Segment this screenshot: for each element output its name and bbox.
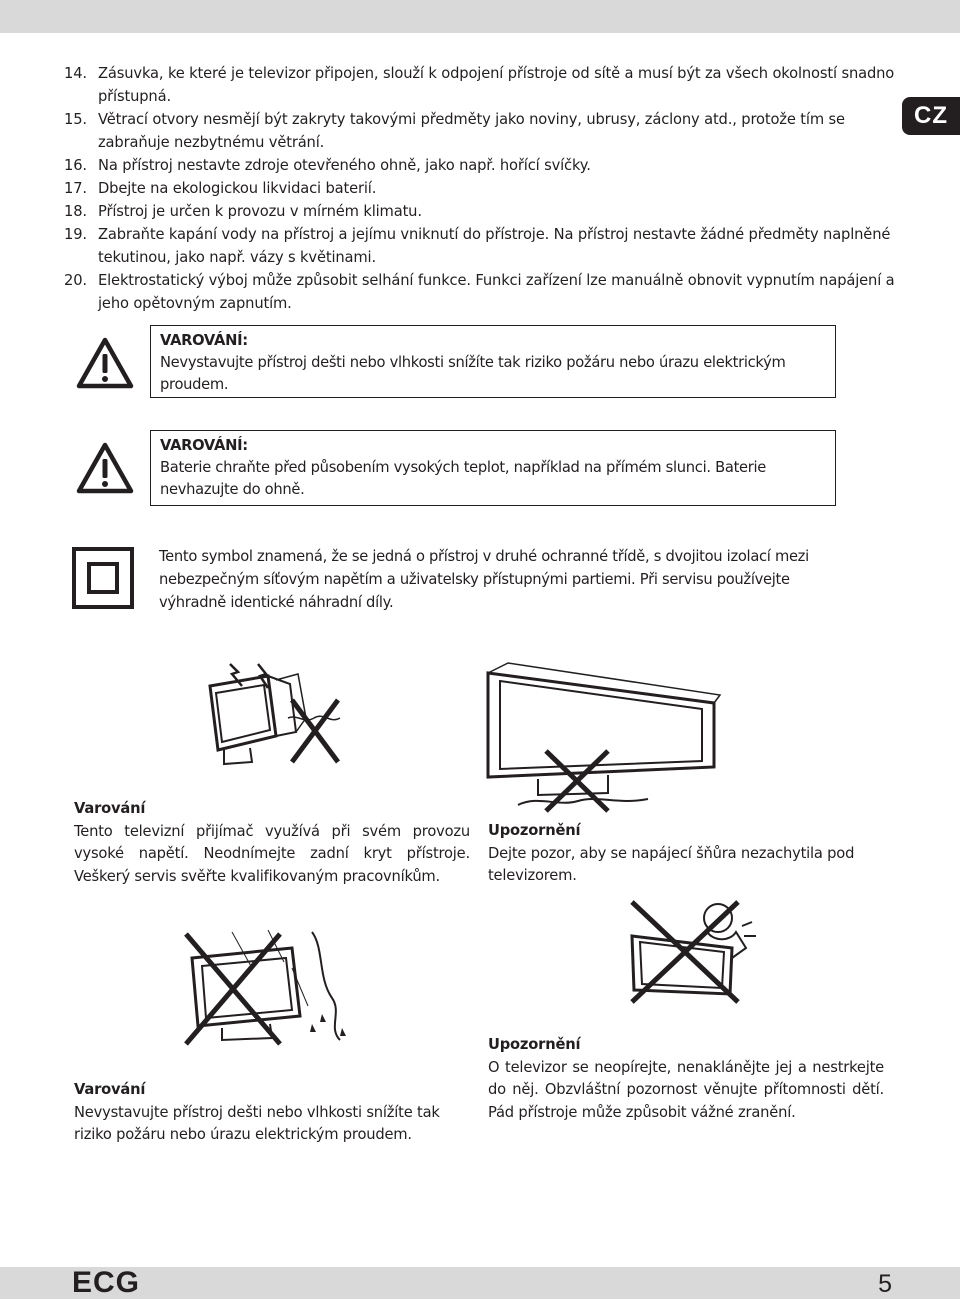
caution-text: Nevystavujte přístroj dešti nebo vlhkosti snížíte tak riziko požáru nebo úrazu elektrickým proudem. — [74, 1103, 440, 1143]
list-item — [64, 62, 899, 108]
item-text: Zásuvka, ke které je televizor připojen, slouží k odpojení přístroje od sítě a musí být za všech okolností snadno přístupná. — [98, 65, 895, 105]
item-number: 17. — [64, 180, 87, 197]
warning-box — [150, 325, 836, 398]
tv-power-cord-illustration — [478, 655, 728, 815]
warning-text: Baterie chraňte před působením vysokých teplot, například na přímém slunci. Baterie nevhazujte do ohně. — [160, 459, 767, 498]
item-number: 14. — [64, 65, 87, 82]
item-text: Na přístroj nestavte zdroje otevřeného ohně, jako např. hořící svíčky. — [98, 157, 591, 174]
caution-title: Upozornění — [488, 1036, 581, 1053]
warning-box — [150, 430, 836, 506]
list-item — [64, 154, 899, 177]
list-item — [64, 200, 899, 223]
bottom-bar — [0, 1267, 960, 1299]
caution-block — [74, 1079, 474, 1147]
warning-text: Nevystavujte přístroj dešti nebo vlhkosti snížíte tak riziko požáru nebo úrazu elektrickým proudem. — [160, 354, 786, 393]
item-number: 16. — [64, 157, 87, 174]
item-text: Elektrostatický výboj může způsobit selhání funkce. Funkci zařízení lze manuálně obnovit vypnutím napájení a jeho opětovným zapnutím. — [98, 272, 895, 312]
caution-title: Varování — [74, 800, 146, 817]
warning-title: VAROVÁNÍ: — [160, 437, 248, 454]
list-item — [64, 223, 899, 269]
list-item — [64, 177, 899, 200]
item-number: 19. — [64, 226, 87, 243]
caution-title: Upozornění — [488, 822, 581, 839]
warning-triangle-icon — [76, 337, 134, 389]
warning-title: VAROVÁNÍ: — [160, 332, 248, 349]
item-text: Dbejte na ekologickou likvidaci baterií. — [98, 180, 377, 197]
warning-triangle-icon — [76, 442, 134, 494]
item-number: 15. — [64, 111, 87, 128]
list-item — [64, 108, 899, 154]
caution-title: Varování — [74, 1081, 146, 1098]
tv-child-illustration — [612, 896, 772, 1006]
item-number: 20. — [64, 272, 87, 289]
top-bar — [0, 0, 960, 33]
caution-text: O televizor se neopírejte, nenaklánějte jej a nestrkejte do něj. Obzvláštní pozornost věnujte přítomnosti dětí. Pád přístroje může způsobit vážné zranění. — [488, 1058, 884, 1121]
tv-rain-illustration — [172, 928, 372, 1048]
caution-block — [488, 1034, 884, 1124]
brand-logo: ECG — [72, 1266, 141, 1299]
page-number: 5 — [878, 1270, 892, 1298]
tv-high-voltage-illustration — [180, 658, 360, 778]
list-item — [64, 269, 899, 315]
item-text: Větrací otvory nesmějí být zakryty takovými předměty jako noviny, ubrusy, záclony atd., protože tím se zabraňuje nezbytnému větrání. — [98, 111, 845, 151]
class-ii-double-insulation-icon — [72, 547, 134, 609]
item-number: 18. — [64, 203, 87, 220]
class-ii-description: Tento symbol znamená, že se jedná o přístroj v druhé ochranné třídě, s dvojitou izolací mezi nebezpečným síťovým napětím a uživatelsky přístupnými partiemi. Při servisu používejte výhradně identické náhradní díly. — [159, 548, 809, 611]
caution-block — [488, 820, 888, 888]
item-text: Přístroj je určen k provozu v mírném klimatu. — [98, 203, 422, 220]
caution-text: Dejte pozor, aby se napájecí šňůra nezachytila pod televizorem. — [488, 844, 855, 884]
caution-text: Tento televizní přijímač využívá při svém provozu vysoké napětí. Neodnímejte zadní kryt přístroje. Veškerý servis svěřte kvalifikovaným pracovníkům. — [74, 822, 470, 885]
safety-list — [64, 62, 899, 315]
language-tab: CZ — [902, 97, 960, 135]
item-text: Zabraňte kapání vody na přístroj a jejímu vniknutí do přístroje. Na přístroj nestavte žádné předměty naplněné tekutinou, jako např. vázy s květinami. — [98, 226, 891, 266]
caution-block — [74, 798, 470, 888]
